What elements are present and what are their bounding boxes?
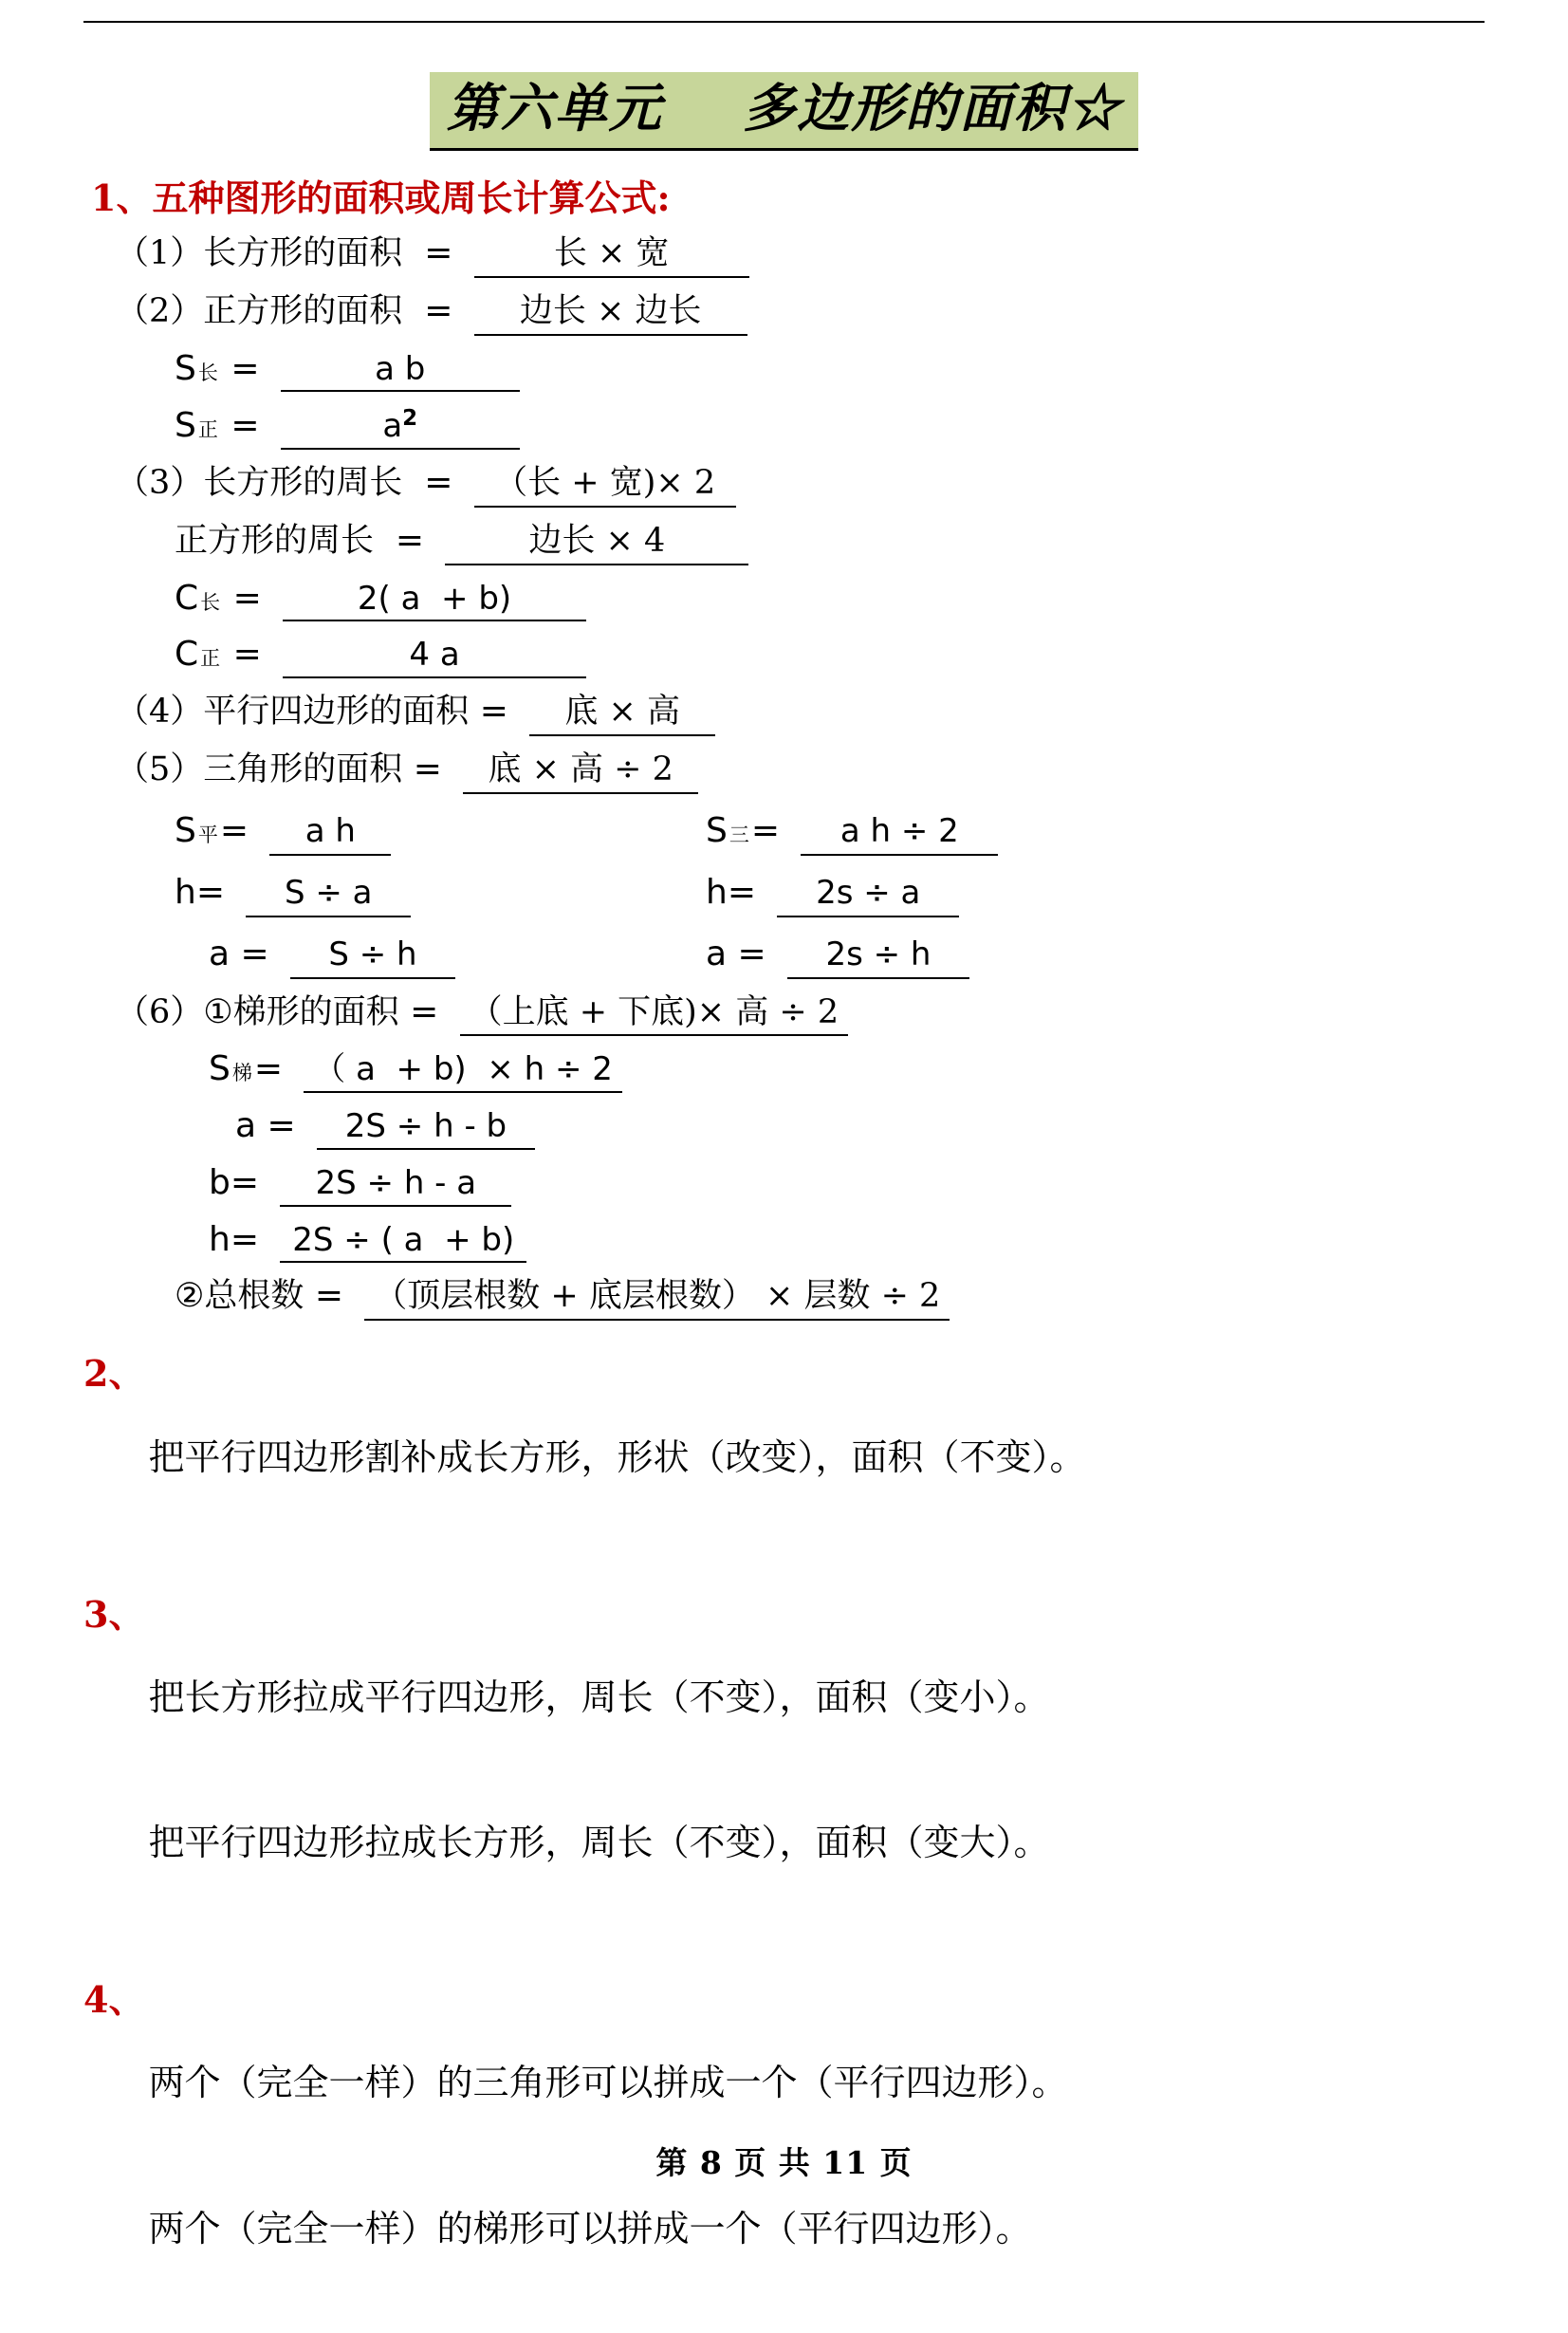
- note-line: 把平行四边形割补成长方形，形状（改变），面积（不变）。: [148, 1435, 1086, 1478]
- formula-label: 正方形的面积: [203, 291, 403, 330]
- note-number: 4、: [83, 1978, 145, 2022]
- formula-equals: =: [195, 872, 225, 912]
- formula-row-trap-b: [83, 1162, 1485, 1207]
- formula-number: （2）: [116, 291, 204, 330]
- derived-row-1: [83, 811, 1485, 856]
- note-body: [148, 1595, 1485, 1948]
- derived-row-3: [83, 935, 1485, 979]
- formula-answer-blank: （上底 + 下底)× 高 ÷ 2: [460, 995, 849, 1037]
- formula-equals: =: [219, 810, 249, 850]
- formula-row-6: [83, 991, 1485, 1037]
- formula-row-3b: [83, 520, 1485, 565]
- formula-answer-blank: 长 × 宽: [474, 236, 749, 278]
- symbol-s: S: [706, 810, 728, 850]
- formula-answer-blank: 2S ÷ ( a + b): [280, 1223, 526, 1264]
- note-number: 2、: [83, 1352, 145, 1396]
- formula-row-6b: [83, 1278, 1485, 1321]
- symbol-subscript: 三: [729, 823, 749, 846]
- page-title: 第六单元 多边形的面积☆: [430, 72, 1139, 151]
- formula-equals: =: [253, 1049, 284, 1089]
- formula-answer-blank: S ÷ a: [246, 874, 411, 917]
- formula-label: 总根数: [204, 1277, 304, 1316]
- symbol-subscript: 正: [197, 418, 218, 442]
- formula-equals: =: [424, 290, 453, 330]
- symbol-h: h: [706, 872, 728, 912]
- formula-answer-blank: a h ÷ 2: [801, 812, 998, 856]
- note-3: [83, 1594, 1485, 1948]
- formula-answer-blank: 边长 × 4: [445, 524, 748, 565]
- formula-equals: =: [727, 872, 756, 912]
- formula-row-c-zheng: [83, 637, 1485, 678]
- header-rule: [83, 21, 1485, 23]
- formula-equals: =: [395, 520, 425, 560]
- symbol-b: b: [209, 1162, 231, 1202]
- formula-answer-blank: 边长 × 边长: [474, 294, 747, 336]
- formula-number: （1）: [116, 234, 204, 272]
- formula-equals: =: [737, 934, 766, 973]
- symbol-s: S: [175, 348, 196, 388]
- formula-equals: =: [267, 1106, 296, 1146]
- formula-equals: =: [424, 233, 453, 272]
- answer-exponent: 2: [402, 406, 418, 432]
- formula-row-2: [83, 290, 1485, 336]
- formula-row-trap-a: [83, 1108, 1485, 1150]
- formula-answer-blank: 2s ÷ h: [787, 935, 969, 979]
- note-line: 两个（完全一样）的梯形可以拼成一个（平行四边形）。: [148, 2207, 1032, 2250]
- symbol-subscript: 平: [197, 823, 218, 846]
- note-line: 把长方形拉成平行四边形，周长（不变），面积（变小）。: [148, 1676, 1050, 1718]
- formula-equals: =: [479, 692, 508, 731]
- symbol-subscript: 长: [197, 361, 218, 384]
- formula-label: 长方形的面积: [203, 234, 403, 272]
- formula-row-s-zheng: [83, 407, 1485, 450]
- note-2: [83, 1353, 1485, 1561]
- formula-number: （4）: [116, 693, 204, 731]
- formula-answer-blank: a h: [269, 812, 391, 856]
- formula-answer-blank: 2S ÷ h - b: [317, 1109, 535, 1150]
- formula-equals: =: [240, 934, 269, 973]
- formula-answer-blank: （顶层根数 + 底层根数） × 层数 ÷ 2: [364, 1279, 950, 1321]
- page-footer: 第 8 页 共 11 页: [655, 2144, 913, 2181]
- symbol-c: C: [175, 578, 199, 618]
- symbol-a: a: [209, 934, 231, 973]
- formula-answer-blank: [281, 407, 520, 450]
- formula-answer-blank: 底 × 高: [529, 694, 715, 736]
- symbol-a: a: [706, 934, 728, 973]
- formula-answer-blank: （长 + 宽)× 2: [474, 466, 736, 508]
- symbol-subscript: 梯: [231, 1062, 252, 1085]
- formula-number: （3）: [116, 464, 204, 503]
- note-line: 把平行四边形拉成长方形，周长（不变），面积（变大）。: [148, 1822, 1050, 1863]
- derived-row-2: [83, 873, 1485, 917]
- symbol-a: a: [235, 1106, 257, 1146]
- formula-row-3: [83, 465, 1485, 508]
- formula-row-4: [83, 694, 1485, 736]
- formula-row-5: [83, 751, 1485, 794]
- formula-label: 长方形的周长: [203, 464, 403, 503]
- formula-equals: =: [230, 1219, 259, 1259]
- formula-label: 梯形的面积: [232, 992, 399, 1031]
- symbol-subscript: 正: [200, 647, 221, 671]
- symbol-subscript: 长: [200, 590, 221, 614]
- section-1-heading: 1、五种图形的面积或周长计算公式:: [91, 176, 671, 219]
- formula-answer-blank: （ a + b) × h ÷ 2: [304, 1052, 622, 1093]
- note-body: [148, 1354, 1485, 1561]
- note-number: 3、: [83, 1592, 145, 1636]
- formula-answer-blank: 2S ÷ h - a: [280, 1166, 511, 1207]
- formula-answer-blank: a b: [281, 352, 520, 393]
- formula-equals: =: [424, 463, 453, 503]
- formula-equals: =: [231, 406, 260, 446]
- formula-equals: =: [232, 578, 262, 618]
- formula-equals: =: [232, 635, 262, 675]
- circled-number-1: ①: [203, 992, 233, 1031]
- formula-answer-blank: 2( a + b): [283, 582, 586, 622]
- formula-answer-blank: S ÷ h: [290, 935, 455, 979]
- formula-row-trap-h: [83, 1219, 1485, 1264]
- formula-row-c-chang: [83, 578, 1485, 622]
- symbol-s: S: [175, 406, 196, 446]
- formula-label: 三角形的面积: [203, 750, 403, 788]
- formula-equals: =: [314, 1276, 344, 1316]
- circled-number-2: ②: [175, 1277, 205, 1316]
- formula-equals: =: [230, 1162, 260, 1202]
- symbol-s: S: [209, 1049, 231, 1089]
- symbol-c: C: [175, 635, 199, 675]
- formula-equals: =: [750, 810, 781, 850]
- formula-answer-blank: 4 a: [283, 638, 586, 678]
- formula-answer-blank: 底 × 高 ÷ 2: [463, 752, 698, 794]
- formula-equals: =: [410, 991, 439, 1031]
- symbol-h: h: [175, 872, 196, 912]
- formula-number: （5）: [116, 750, 204, 788]
- formula-answer-blank: 2s ÷ a: [777, 874, 959, 917]
- formula-number: （6）: [116, 992, 204, 1031]
- formula-equals: =: [231, 348, 260, 388]
- formula-equals: =: [413, 749, 442, 788]
- answer-base: a: [382, 407, 403, 446]
- symbol-h: h: [209, 1219, 231, 1259]
- formula-label: 正方形的周长: [175, 521, 375, 560]
- formula-row-1: [83, 235, 1485, 278]
- note-line: 两个（完全一样）的三角形可以拼成一个（平行四边形）。: [148, 2062, 1068, 2104]
- formula-label: 平行四边形的面积: [203, 693, 470, 731]
- symbol-s: S: [175, 810, 196, 850]
- formula-row-s-ti: [83, 1051, 1485, 1093]
- formula-row-s-chang: [83, 348, 1485, 393]
